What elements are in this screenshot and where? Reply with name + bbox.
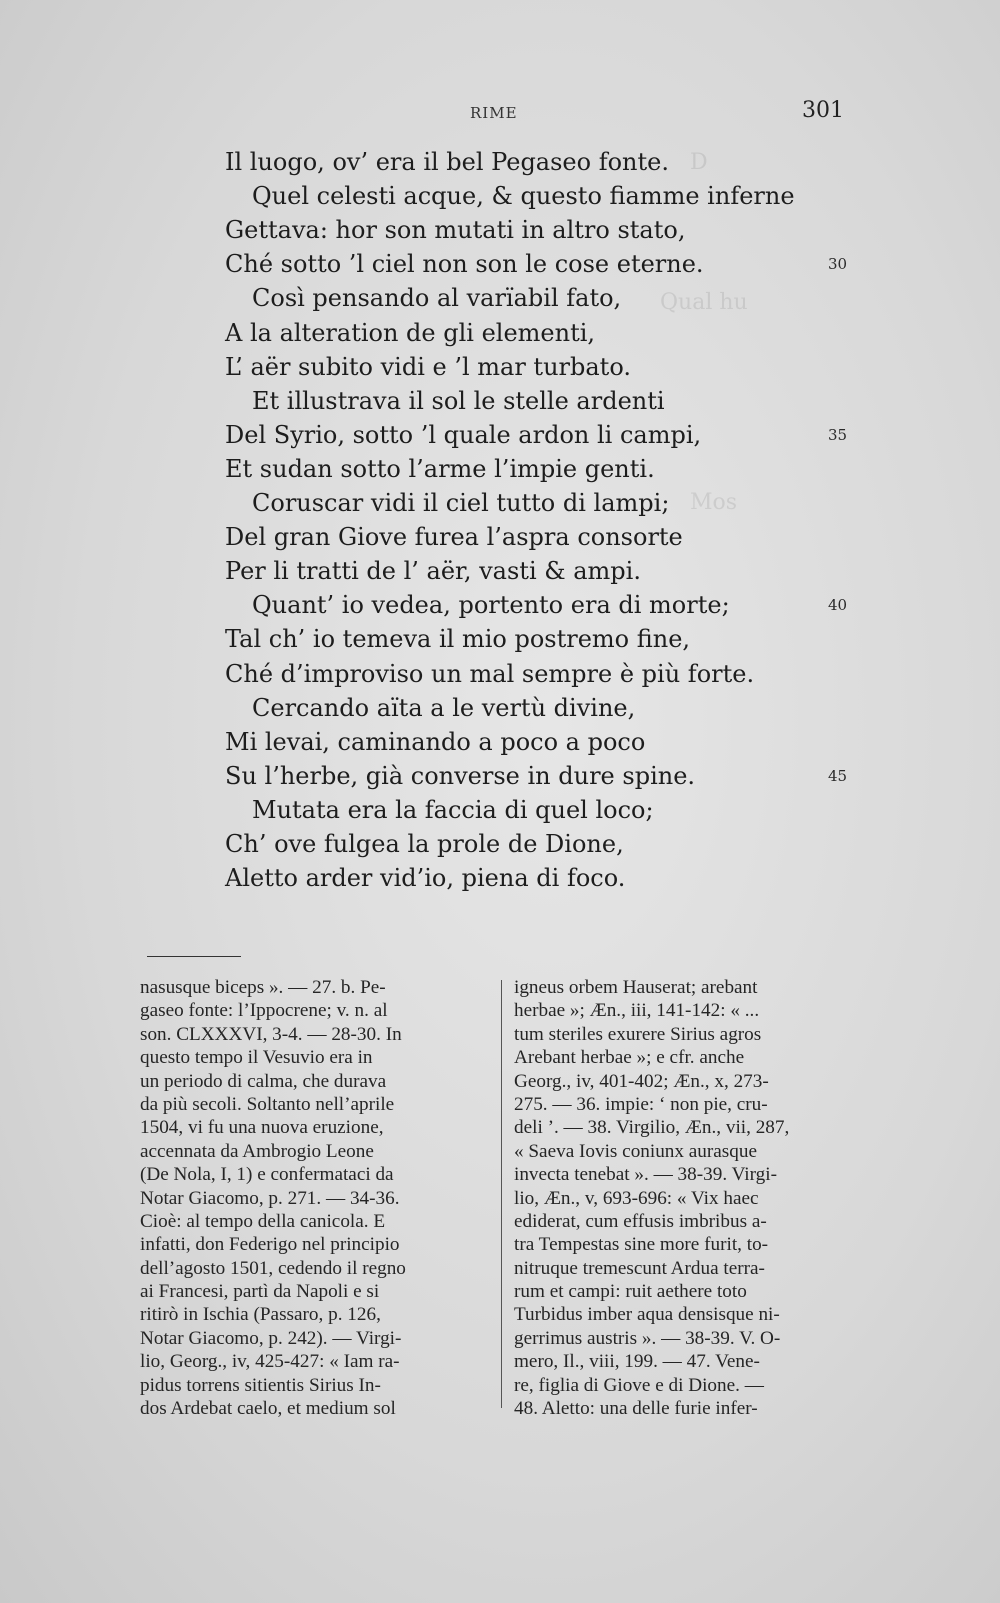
verse-line: Ch’ ove fulgea la prole de Dione,: [225, 830, 624, 858]
footnote-line: infatti, don Federigo nel principio: [140, 1234, 400, 1256]
column-divider: [501, 980, 502, 1408]
footnote-line: son. CLXXXVI, 3-4. — 28-30. In: [140, 1023, 402, 1045]
verse-line: Su l’herbe, già converse in dure spine.: [225, 761, 696, 790]
footnote-line: pidus torrens sitientis Sirius In-: [140, 1374, 381, 1396]
footnote-line: lio, Æn., v, 693-696: « Vix haec: [514, 1187, 759, 1209]
footnote-line: da più secoli. Soltanto nell’aprile: [140, 1093, 395, 1115]
verse-line: Et illustrava il sol le stelle ardenti: [252, 386, 665, 415]
verse-line: Coruscar vidi il ciel tutto di lampi;: [252, 489, 670, 517]
verse-line: Mi levai, caminando a poco a poco: [225, 727, 646, 756]
footnote-line: nasusque biceps ». — 27. b. Pe-: [140, 977, 386, 998]
verse-line: Per li tratti de l’ aër, vasti & ampi.: [225, 557, 641, 586]
footnote-line: accennata da Ambrogio Leone: [140, 1140, 374, 1162]
footnote-line: ai Francesi, partì da Napoli e si: [140, 1281, 380, 1303]
verse-line: Del Syrio, sotto ’l quale ardon li campi,: [225, 420, 702, 449]
footnote-line: re, figlia di Giove e di Dione. —: [514, 1374, 764, 1396]
footnote-line: ritirò in Ischia (Passaro, p. 126,: [140, 1304, 381, 1326]
footnote-line: Turbidus imber aqua densisque ni-: [514, 1304, 780, 1326]
footnote-line: dos Ardebat caelo, et medium sol: [140, 1398, 396, 1420]
line-number: 30: [828, 255, 848, 274]
footnote-line: rum et campi: ruit aethere toto: [514, 1281, 747, 1303]
footnote-line: Notar Giacomo, p. 271. — 34-36.: [140, 1187, 400, 1209]
bleed-through-text: Mos: [690, 490, 738, 515]
verse-line: Et sudan sotto l’arme l’impie genti.: [225, 454, 655, 483]
footnote-line: 1504, vi fu una nuova eruzione,: [140, 1117, 384, 1139]
verse-line: Tal ch’ io temeva il mio postremo fine,: [225, 625, 691, 654]
footnote-line: mero, Il., viii, 199. — 47. Vene-: [514, 1351, 760, 1373]
footnote-line: tum steriles exurere Sirius agros: [514, 1023, 762, 1045]
verse-line: Aletto arder vid’io, piena di foco.: [225, 864, 626, 893]
footnote-line: un periodo di calma, che durava: [140, 1070, 387, 1092]
verse-line: Il luogo, ov’ era il bel Pegaseo fonte.: [225, 148, 669, 176]
footnote-line: invecta tenebat ». — 38-39. Virgi-: [514, 1164, 777, 1186]
page-number: 301: [802, 98, 844, 123]
footnote-line: « Saeva Iovis coniunx aurasque: [514, 1140, 757, 1162]
verse-line: Quel celesti acque, & questo fiamme inferne: [252, 182, 795, 211]
footnotes-left-column: [140, 976, 490, 1420]
footnote-line: Cioè: al tempo della canicola. E: [140, 1210, 386, 1232]
verse-line: Così pensando al varïabil fato,: [252, 284, 622, 313]
footnote-line: tra Tempestas sine more furit, to-: [514, 1234, 769, 1256]
footnote-line: Georg., iv, 401-402; Æn., x, 273-: [514, 1070, 769, 1092]
footnote-line: gaseo fonte: l’Ippocrene; v. n. al: [140, 1000, 388, 1022]
bleed-through-text: D: [690, 150, 708, 175]
verse-line: Gettava: hor son mutati in altro stato,: [225, 216, 686, 245]
footnote-line: 275. — 36. impie: ‘ non pie, cru-: [514, 1093, 768, 1115]
footnote-line: ediderat, cum effusis imbribus a-: [514, 1210, 767, 1232]
running-head: RIME: [470, 104, 518, 122]
verse-line: A la alteration de gli elementi,: [225, 318, 596, 347]
verse-line: Ché d’improviso un mal sempre è più forte.: [225, 659, 755, 688]
verse-line: L’ aër subito vidi e ’l mar turbato.: [225, 352, 631, 381]
footnote-line: nitruque tremescunt Ardua terra-: [514, 1257, 765, 1279]
footnote-line: herbae »; Æn., iii, 141-142: « ...: [514, 1000, 760, 1022]
footnote-line: questo tempo il Vesuvio era in: [140, 1047, 373, 1069]
verse-line: Ché sotto ’l ciel non son le cose eterne.: [225, 250, 704, 279]
verse-line: Del gran Giove furea l’aspra consorte: [225, 523, 683, 552]
line-number: 35: [828, 425, 848, 444]
footnotes-right-column: [514, 976, 864, 1420]
footnote-line: gerrimus austris ». — 38-39. V. O-: [514, 1327, 781, 1349]
verse-line: Quant’ io vedea, portento era di morte;: [252, 591, 730, 620]
bleed-through-text: Qual hu: [660, 290, 748, 315]
line-number: 45: [828, 766, 848, 785]
footnote-line: deli ’. — 38. Virgilio, Æn., vii, 287,: [514, 1117, 790, 1139]
line-number: 40: [828, 596, 848, 615]
footnote-line: dell’agosto 1501, cedendo il regno: [140, 1257, 406, 1279]
verse-line: Cercando aïta a le vertù divine,: [252, 693, 636, 722]
footnote-line: 48. Aletto: una delle furie infer-: [514, 1398, 758, 1420]
footnote-line: igneus orbem Hauserat; arebant: [514, 977, 758, 998]
verse-line: Mutata era la faccia di quel loco;: [252, 795, 654, 824]
footnote-line: lio, Georg., iv, 425-427: « Iam ra-: [140, 1351, 400, 1373]
footnote-line: Notar Giacomo, p. 242). — Virgi-: [140, 1327, 402, 1349]
footnote-line: (De Nola, I, 1) e confermataci da: [140, 1164, 394, 1186]
footnote-separator: [147, 956, 241, 957]
footnote-line: Arebant herbae »; e cfr. anche: [514, 1047, 745, 1069]
